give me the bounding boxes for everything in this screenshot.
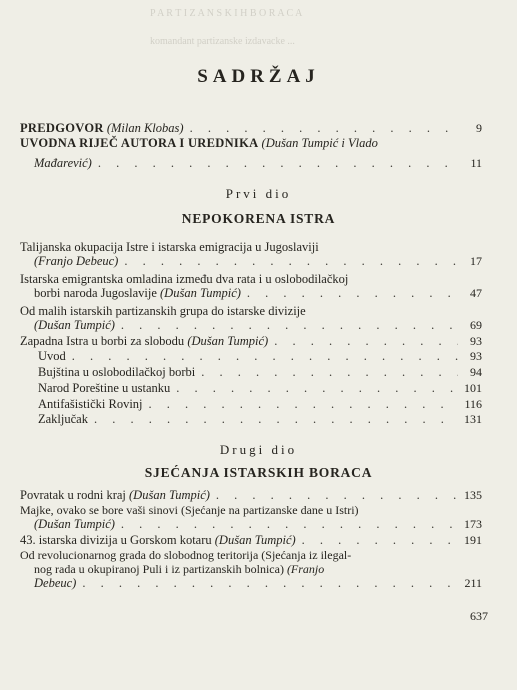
part-label: Drugi dio	[219, 442, 298, 457]
bleed-through-text: P A R T I Z A N S K I H B O R A C A	[150, 8, 303, 19]
leader-dots	[247, 286, 458, 300]
leader-dots	[124, 254, 458, 268]
subentry-title: Narod Poreštine u ustanku	[38, 381, 171, 395]
toc-entry	[20, 533, 482, 547]
leader-dots	[149, 397, 458, 411]
toc-entry	[20, 503, 482, 531]
leader-dots	[94, 412, 458, 426]
entry-title: Majke, ovako se bore vaši sinovi (Sjećanje na partizanske dane u Istri)	[20, 503, 359, 517]
page-ref: 173	[464, 517, 482, 531]
entry-title: Istarska emigrantska omladina između dva rata i u oslobodilačkoj	[20, 272, 349, 286]
page-ref: 101	[464, 381, 482, 395]
subentry-title: Antifašistički Rovinj	[38, 397, 143, 411]
leader-dots	[201, 365, 458, 379]
part-title: NEPOKORENA ISTRA	[181, 211, 336, 226]
toc-entry	[20, 488, 482, 502]
entry-title: Zapadna Istra u borbi za slobodu	[20, 334, 185, 348]
page-ref: 11	[470, 156, 482, 170]
entry-author: (Dušan Tumpić)	[214, 533, 296, 547]
toc-entry	[20, 136, 482, 170]
entry-title: borbi naroda Jugoslavije	[34, 286, 157, 300]
entry-author: (Franjo	[286, 562, 325, 576]
entry-title: UVODNA RIJEČ AUTORA I UREDNIKA	[20, 136, 259, 150]
toc-subentry	[38, 412, 482, 426]
entry-author: (Dušan Tumpić i Vlado	[261, 136, 378, 150]
leader-dots	[121, 318, 458, 332]
toc-entry	[20, 240, 482, 268]
page-ref: 47	[470, 286, 482, 300]
entry-author: (Milan Klobas)	[106, 121, 184, 135]
toc-subentry	[38, 365, 482, 379]
entry-title: 43. istarska divizija u Gorskom kotaru	[20, 533, 212, 547]
part-label: Prvi dio	[225, 186, 292, 201]
toc-subentry	[38, 381, 482, 395]
leader-dots	[82, 576, 458, 590]
entry-author: (Franjo Debeuc)	[34, 254, 119, 268]
page-ref: 211	[464, 576, 482, 590]
page-ref: 131	[464, 412, 482, 426]
page-ref: 17	[470, 254, 482, 268]
entry-title: Od revolucionarnog grada do slobodnog teritorija (Sjećanja iz ilegal-	[20, 548, 352, 562]
leader-dots	[302, 533, 458, 547]
entry-author: Mađarević)	[34, 156, 92, 170]
subentry-title: Zaključak	[38, 412, 88, 426]
toc-entry	[20, 272, 482, 300]
entry-title: Povratak u rodni kraj	[20, 488, 126, 502]
page-ref: 93	[470, 334, 482, 348]
entry-author: (Dušan Tumpić)	[34, 517, 115, 531]
page-ref: 94	[470, 365, 482, 379]
page-ref: 116	[464, 397, 482, 411]
entry-title: nog rada u okupiranoj Puli i iz partizanskih bolnica)	[34, 562, 284, 576]
leader-dots	[98, 156, 458, 170]
page-ref: 135	[464, 488, 482, 502]
toc-entry	[20, 334, 482, 348]
entry-author: Debeuc)	[34, 576, 77, 590]
leader-dots	[190, 121, 458, 135]
bleed-through-text: komandant partizanske izdavacke ...	[150, 36, 295, 47]
entry-title: PREDGOVOR	[20, 121, 104, 135]
page-title: SADRŽAJ	[197, 66, 320, 87]
toc-subentry	[38, 349, 482, 363]
entry-author: (Dušan Tumpić)	[129, 488, 210, 502]
leader-dots	[72, 349, 458, 363]
leader-dots	[216, 488, 458, 502]
leader-dots	[274, 334, 458, 348]
leader-dots	[176, 381, 458, 395]
entry-author: (Dušan Tumpić)	[187, 334, 269, 348]
subentry-title: Uvod	[38, 349, 66, 363]
entry-title: Od malih istarskih partizanskih grupa do istarske divizije	[20, 304, 306, 318]
entry-author: (Dušan Tumpić)	[160, 286, 241, 300]
page-ref: 69	[470, 318, 482, 332]
part-title: SJEĆANJA ISTARSKIH BORACA	[144, 465, 373, 480]
page-ref: 191	[464, 533, 482, 547]
entry-title: Talijanska okupacija Istre i istarska emigracija u Jugoslaviji	[20, 240, 319, 254]
leader-dots	[121, 517, 458, 531]
page-number: 637	[470, 609, 488, 623]
toc-entry	[20, 304, 482, 332]
subentry-title: Bujština u oslobodilačkoj borbi	[38, 365, 196, 379]
toc-subentry	[38, 397, 482, 411]
entry-author: (Dušan Tumpić)	[34, 318, 115, 332]
toc-entry	[20, 121, 482, 135]
page-ref: 93	[470, 349, 482, 363]
toc-entry	[20, 548, 482, 590]
page-ref: 9	[476, 121, 482, 135]
